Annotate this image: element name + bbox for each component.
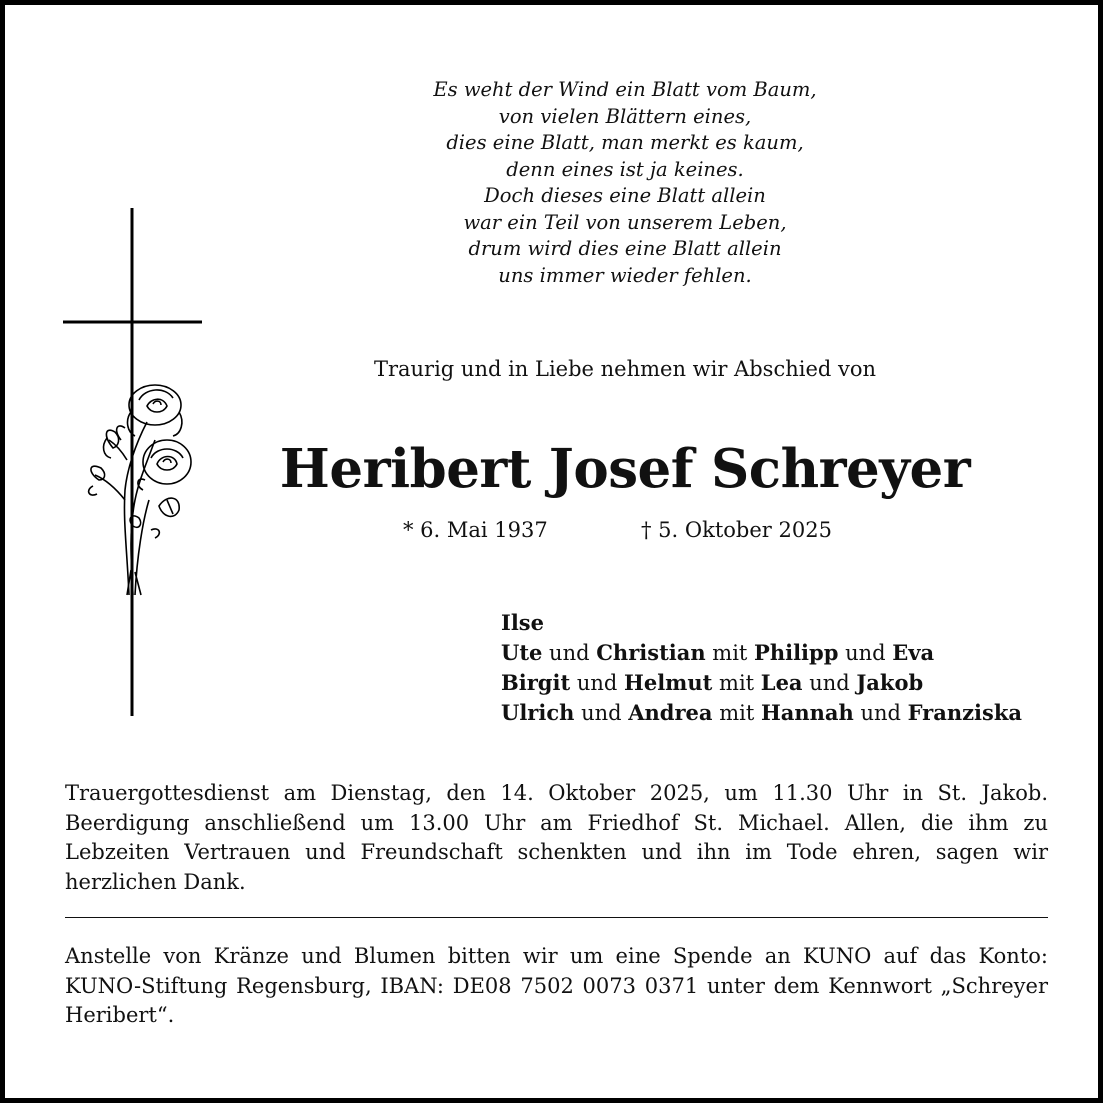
poem-line: Doch dieses eine Blatt allein [484,184,766,207]
family-member-name: Eva [892,640,935,665]
donation-text: Anstelle von Kränze und Blumen bitten wir um eine Spende an KUNO auf das Konto: KUNO-Stiftung Regensburg, IBAN: DE08 7502 0073 0371 unter dem Kennwort „Schreyer Heribert“. [65,944,1048,1027]
family-connector: und [853,701,908,725]
poem-line: war ein Teil von unserem Leben, [463,210,787,234]
family-member-name: Helmut [624,670,713,695]
service-text: Trauergottesdienst am Dienstag, den 14. Oktober 2025, um 11.30 Uhr in St. Jakob. Beerdigung anschließend um 13.00 Uhr am Friedhof St. Michael. Allen, die ihm zu Lebzeiten Vertrauen und Freundschaft schenkten und ihn im Tode ehren, sagen wir herzlichen Dank. [65,781,1048,894]
cross-with-roses [55,200,215,720]
poem-line: uns immer wieder fehlen. [498,263,752,287]
farewell-intro: Traurig und in Liebe nehmen wir Abschied von [373,357,877,381]
poem-line: drum wird dies eine Blatt allein [468,237,782,260]
family-member-name: Hannah [760,700,854,725]
family-connector: und [838,641,893,665]
family-row [501,638,1022,668]
poem-line: von vielen Blättern eines, [498,104,752,128]
family-connector: mit [705,641,755,665]
cross-icon [55,200,215,720]
family-member-name: Birgit [501,670,571,695]
family-member-name: Ulrich [501,700,575,725]
death-date: † 5. Oktober 2025 [641,518,832,542]
family-list [501,608,1022,728]
family-member-name: Franziska [907,700,1023,725]
birth-date: * 6. Mai 1937 [403,518,548,542]
poem-line: Es weht der Wind ein Blatt vom Baum, [433,78,817,101]
family-member-name: Lea [760,670,803,695]
family-member-name: Christian [596,640,706,665]
family-connector: mit [712,701,761,725]
family-member-name: Andrea [628,700,713,725]
family-connector: und [574,701,629,725]
family-row [501,608,1022,638]
family-member-name: Philipp [754,640,839,665]
family-connector: mit [712,671,761,695]
rose-icon [89,385,191,595]
divider [65,917,1048,918]
family-member-name: Ute [501,640,543,665]
poem-line: denn eines ist ja keines. [506,157,744,181]
poem [305,77,945,289]
poem-line: dies eine Blatt, man merkt es kaum, [446,131,804,154]
family-row [501,698,1022,728]
family-connector: und [570,671,624,695]
family-member-name: Jakob [856,670,924,695]
family-connector: und [542,641,597,665]
family-row [501,668,1022,698]
family-member-name: Ilse [501,610,544,635]
family-connector: und [802,671,857,695]
deceased-name: Heribert Josef Schreyer [279,438,971,500]
